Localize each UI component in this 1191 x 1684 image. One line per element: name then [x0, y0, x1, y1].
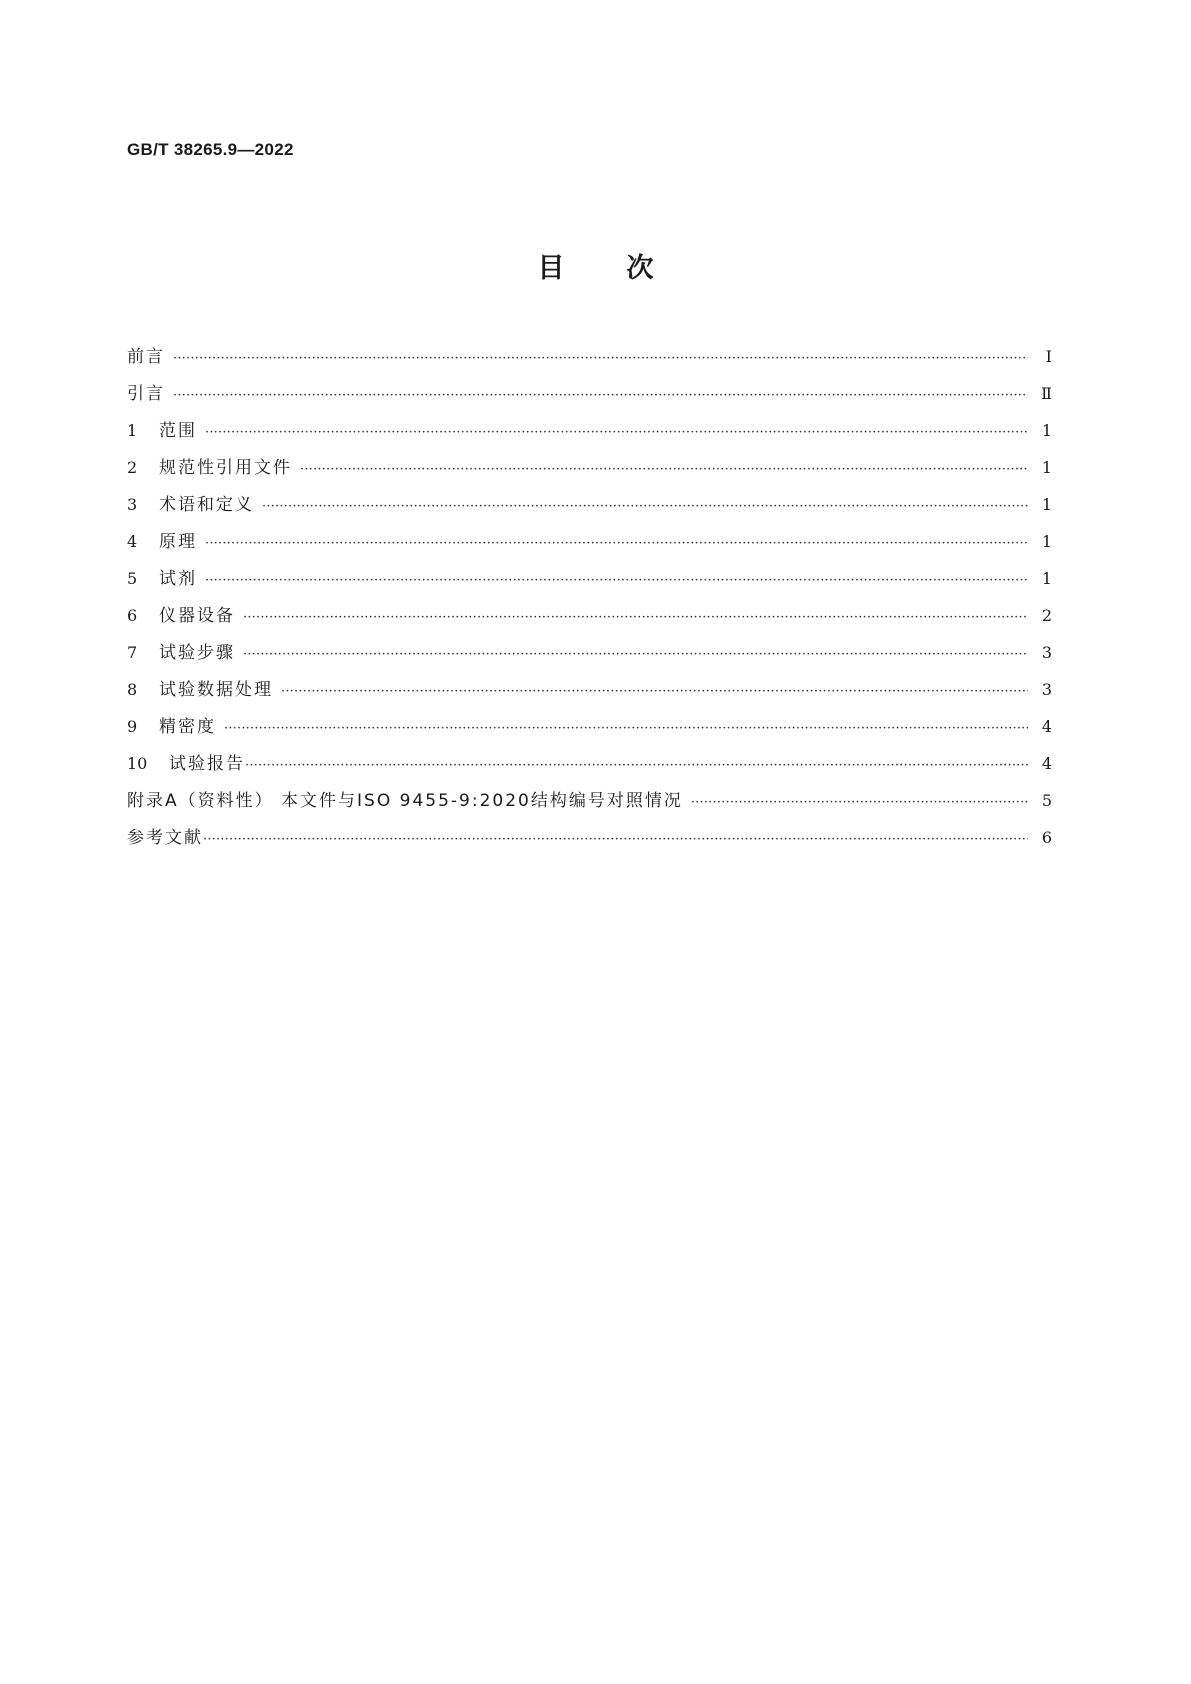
table-of-contents — [127, 338, 1052, 856]
toc-leader — [173, 377, 1028, 414]
toc-entry-annex-a[interactable] — [127, 782, 1052, 819]
toc-entry-data-processing[interactable] — [127, 671, 1052, 708]
toc-entry-label: 试验数据处理 — [159, 680, 273, 700]
toc-entry-terms-definitions[interactable] — [127, 486, 1052, 523]
toc-entry-number: 9 — [127, 717, 138, 736]
toc-entry-label: 试剂 — [159, 569, 197, 589]
toc-entry-page: Ⅰ — [1045, 347, 1052, 366]
toc-entry-page: 3 — [1041, 680, 1052, 699]
toc-entry-page: 3 — [1041, 643, 1052, 662]
toc-entry-number: 10 — [127, 754, 148, 773]
toc-entry-page: 4 — [1041, 717, 1052, 736]
toc-entry-label: 原理 — [159, 532, 197, 552]
toc-leader — [281, 673, 1028, 710]
toc-leader — [691, 784, 1028, 821]
toc-entry-number: 1 — [127, 421, 138, 440]
toc-entry-number: 6 — [127, 606, 138, 625]
toc-entry-label: 规范性引用文件 — [159, 458, 292, 478]
toc-entry-page: 1 — [1041, 495, 1052, 514]
page-title: 目次 — [537, 253, 716, 284]
toc-entry-number: 2 — [127, 458, 138, 477]
toc-entry-number: 7 — [127, 643, 138, 662]
toc-entry-label: 试验报告 — [169, 754, 245, 774]
toc-entry-label: 术语和定义 — [159, 495, 254, 515]
toc-entry-page: 1 — [1041, 421, 1052, 440]
toc-entry-reagents[interactable] — [127, 560, 1052, 597]
toc-entry-scope[interactable] — [127, 412, 1052, 449]
standard-code: GB/T 38265.9—2022 — [127, 140, 294, 159]
toc-entry-foreword[interactable] — [127, 338, 1052, 375]
toc-entry-label: 精密度 — [159, 717, 216, 737]
toc-entry-page: 5 — [1041, 791, 1052, 810]
toc-leader — [243, 599, 1028, 636]
toc-entry-label: 范围 — [159, 421, 197, 441]
toc-entry-number: 8 — [127, 680, 138, 699]
toc-entry-number: 5 — [127, 569, 138, 588]
toc-leader — [224, 710, 1028, 747]
toc-leader — [205, 525, 1028, 562]
toc-entry-page: 6 — [1041, 828, 1052, 847]
toc-entry-number: 3 — [127, 495, 138, 514]
toc-leader — [245, 747, 1028, 784]
toc-entry-apparatus[interactable] — [127, 597, 1052, 634]
toc-entry-label: 试验步骤 — [159, 643, 235, 663]
toc-entry-label: 附录A（资料性） 本文件与ISO 9455-9:2020结构编号对照情况 — [127, 791, 683, 811]
toc-entry-introduction[interactable] — [127, 375, 1052, 412]
toc-leader — [173, 340, 1028, 377]
toc-entry-label: 前言 — [127, 347, 165, 367]
toc-leader — [205, 562, 1028, 599]
toc-entry-normative-references[interactable] — [127, 449, 1052, 486]
toc-entry-page: 1 — [1041, 532, 1052, 551]
toc-entry-precision[interactable] — [127, 708, 1052, 745]
toc-leader — [243, 636, 1028, 673]
toc-entry-principle[interactable] — [127, 523, 1052, 560]
toc-leader — [262, 488, 1028, 525]
toc-entry-page: Ⅱ — [1041, 384, 1052, 403]
toc-entry-test-report[interactable] — [127, 745, 1052, 782]
toc-entry-procedure[interactable] — [127, 634, 1052, 671]
toc-entry-page: 4 — [1041, 754, 1052, 773]
toc-entry-label: 参考文献 — [127, 828, 203, 848]
toc-entry-page: 1 — [1041, 458, 1052, 477]
toc-entry-label: 仪器设备 — [159, 606, 235, 626]
toc-leader — [300, 451, 1028, 488]
toc-entry-page: 1 — [1041, 569, 1052, 588]
toc-entry-number: 4 — [127, 532, 138, 551]
toc-entry-page: 2 — [1041, 606, 1052, 625]
toc-leader — [203, 821, 1028, 858]
toc-entry-label: 引言 — [127, 384, 165, 404]
toc-entry-bibliography[interactable] — [127, 819, 1052, 856]
toc-leader — [205, 414, 1028, 451]
